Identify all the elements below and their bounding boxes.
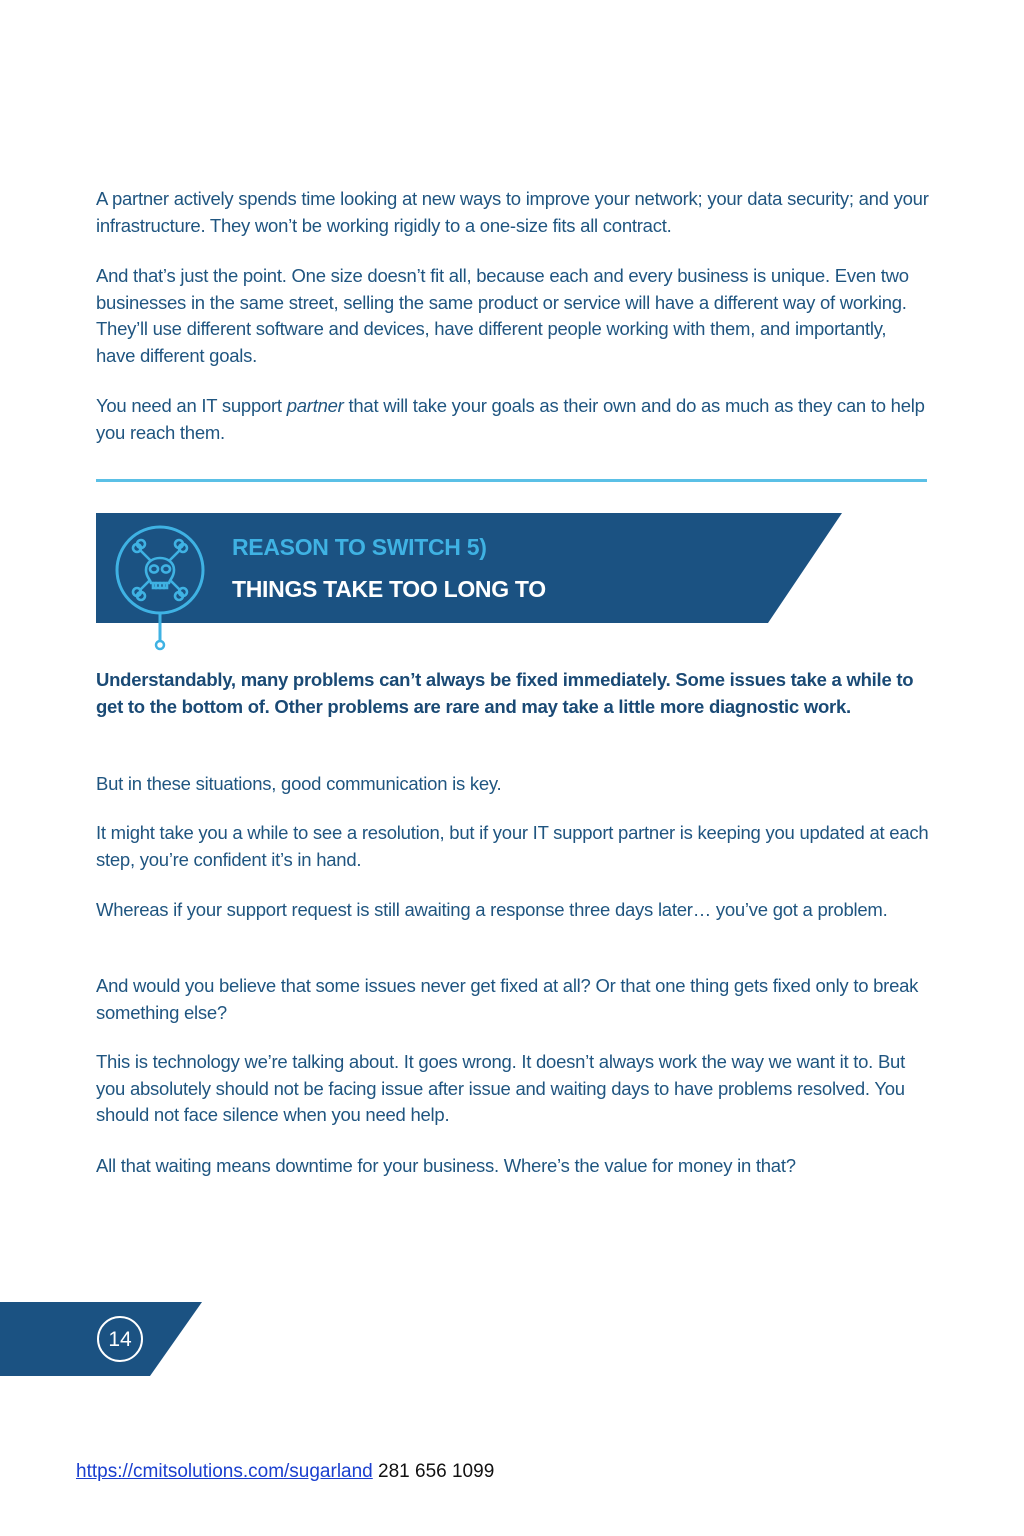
intro-paragraph-2: And that’s just the point. One size doesn’t fit all, because each and every business is unique. Even two businesses in the same street, selling the same product or service will have a different way of working. They’ll use different software and devices, have different people working with them, and importantly, have different goals. (96, 265, 909, 366)
body-paragraph-6: All that waiting means downtime for your business. Where’s the value for money in that? (96, 1155, 796, 1176)
footer (76, 1461, 494, 1483)
body-paragraph-5: This is technology we’re talking about. It goes wrong. It doesn’t always work the way we want it to. But you absolutely should not be facing issue after issue and waiting days to have problems resolved. You should not face silence when you need help. (96, 1051, 905, 1125)
body-paragraph-1: But in these situations, good communication is key. (96, 773, 502, 794)
intro-paragraph-3-end: that will take your goals as their own and do as much as they can to help you reach them. (96, 395, 925, 443)
intro-paragraph-3 (96, 393, 930, 446)
section-title: REASON TO SWITCH 5) (232, 534, 487, 560)
body-paragraph-4: And would you believe that some issues never get fixed at all? Or that one thing gets fixed only to break something else? (96, 975, 919, 1023)
partner-emphasis: partner (286, 395, 344, 416)
intro-paragraph-1: A partner actively spends time looking at new ways to improve your network; your data security; and your infrastructure. They won’t be working rigidly to a one-size fits all contract. (96, 188, 929, 236)
page-number: 14 (108, 1328, 132, 1351)
section-divider (96, 479, 927, 482)
skull-crossbones-icon (112, 520, 212, 655)
body-paragraph-2: It might take you a while to see a resolution, but if your IT support partner is keeping you updated at each step, you’re confident it’s in hand. (96, 822, 929, 870)
intro-paragraph-3-start: You need an IT support (96, 395, 287, 416)
lead-paragraph: Understandably, many problems can’t always be fixed immediately. Some issues take a while to get to the bottom of. Other problems are rare and may take a little more diagnostic work. (96, 669, 914, 717)
website-link[interactable]: https://cmitsolutions.com/sugarland (76, 1461, 373, 1482)
phone-number: 281 656 1099 (372, 1461, 495, 1482)
section-subtitle: THINGS TAKE TOO LONG TO (232, 576, 546, 602)
body-paragraph-3: Whereas if your support request is still awaiting a response three days later… you’ve got a problem. (96, 899, 888, 920)
